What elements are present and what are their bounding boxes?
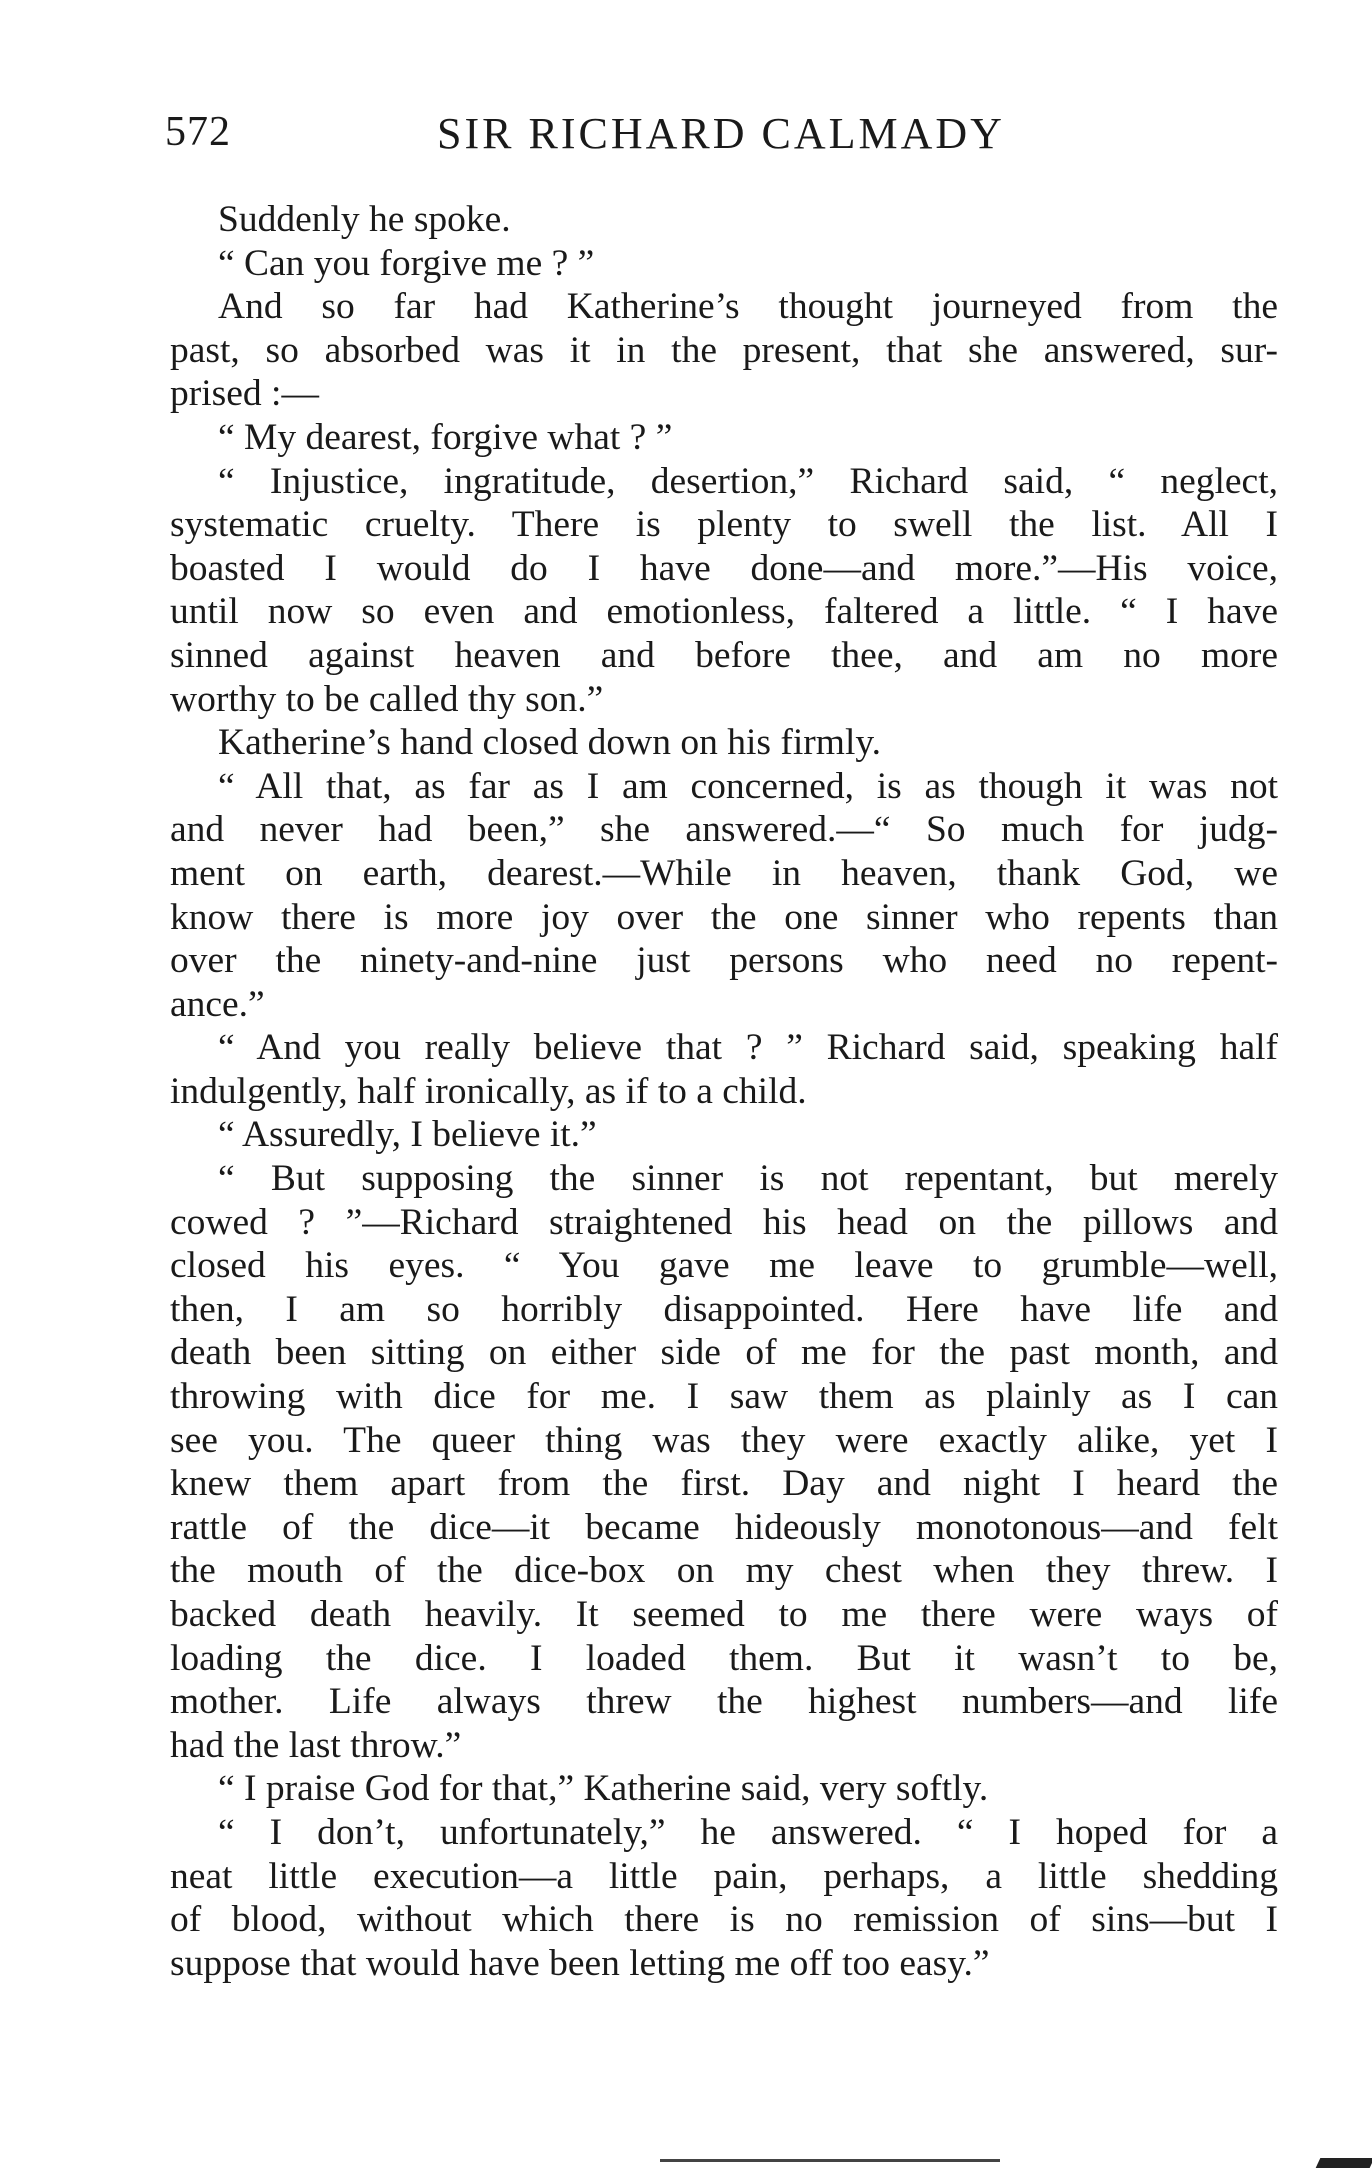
- text-line: Katherine’s hand closed down on his firmly.: [218, 722, 882, 764]
- text-line: the mouth of the dice-box on my chest when they threw. I: [170, 1550, 1278, 1592]
- text-line: boasted I would do I have done—and more.”—His voice,: [170, 547, 1278, 589]
- text-line: throwing with dice for me. I saw them as plainly as I can: [170, 1376, 1278, 1418]
- bottom-rule: [660, 2159, 1000, 2162]
- text-line: “ But supposing the sinner is not repentant, but merely: [218, 1158, 1278, 1200]
- text-line: of blood, without which there is no remission of sins—but I: [170, 1899, 1278, 1941]
- text-line: ance.”: [170, 983, 265, 1025]
- text-line: loading the dice. I loaded them. But it wasn’t to be,: [170, 1637, 1278, 1679]
- text-line: know there is more joy over the one sinner who repents than: [170, 896, 1278, 938]
- text-line: “ And you really believe that ? ” Richard said, speaking half: [218, 1027, 1278, 1069]
- text-line: see you. The queer thing was they were exactly alike, yet I: [170, 1419, 1278, 1461]
- text-line: prised :—: [170, 373, 319, 415]
- page-header: [165, 108, 1275, 168]
- text-line: suppose that would have been letting me off too easy.”: [170, 1942, 990, 1984]
- running-title: SIR RICHARD CALMADY: [437, 109, 1005, 158]
- text-line: Suddenly he spoke.: [218, 199, 511, 240]
- text-line: “ Can you forgive me ? ”: [218, 242, 595, 284]
- text-line: ment on earth, dearest.—While in heaven, thank God, we: [170, 852, 1278, 894]
- text-line: “ I don’t, unfortunately,” he answered. “ I hoped for a: [218, 1811, 1278, 1853]
- text-line: over the ninety-and-nine just persons who need no repent-: [170, 940, 1278, 982]
- text-line: “ My dearest, forgive what ? ”: [218, 416, 673, 458]
- text-line: “ I praise God for that,” Katherine said, very softly.: [218, 1768, 989, 1810]
- text-line: systematic cruelty. There is plenty to swell the list. All I: [170, 504, 1278, 546]
- page-corner-mark: [1316, 2158, 1372, 2168]
- text-line: then, I am so horribly disappointed. Here have life and: [170, 1288, 1278, 1330]
- text-line: cowed ? ”—Richard straightened his head on the pillows and: [170, 1201, 1278, 1243]
- text-line: backed death heavily. It seemed to me there were ways of: [170, 1594, 1278, 1635]
- text-line: rattle of the dice—it became hideously monotonous—and felt: [170, 1506, 1278, 1548]
- text-line: death been sitting on either side of me for the past month, and: [170, 1332, 1278, 1374]
- text-line: “ Assuredly, I believe it.”: [218, 1114, 597, 1156]
- body-text: [170, 198, 1278, 1985]
- text-line: and never had been,” she answered.—“ So much for judg-: [170, 809, 1278, 851]
- text-line: “ All that, as far as I am concerned, is as though it was not: [218, 765, 1278, 807]
- text-line: had the last throw.”: [170, 1724, 462, 1766]
- text-line: until now so even and emotionless, faltered a little. “ I have: [170, 591, 1278, 633]
- text-line: closed his eyes. “ You gave me leave to grumble—well,: [170, 1245, 1278, 1287]
- text-line: indulgently, half ironically, as if to a child.: [170, 1070, 807, 1112]
- text-line: knew them apart from the first. Day and night I heard the: [170, 1463, 1278, 1505]
- text-line: neat little execution—a little pain, perhaps, a little shedding: [170, 1855, 1278, 1897]
- text-line: sinned against heaven and before thee, and am no more: [170, 634, 1278, 676]
- text-line: “ Injustice, ingratitude, desertion,” Richard said, “ neglect,: [218, 460, 1278, 502]
- text-line: And so far had Katherine’s thought journeyed from the: [218, 286, 1278, 328]
- text-line: past, so absorbed was it in the present, that she answered, sur-: [170, 329, 1278, 371]
- text-line: mother. Life always threw the highest numbers—and life: [170, 1681, 1278, 1723]
- page-number: 572: [165, 109, 231, 155]
- text-line: worthy to be called thy son.”: [170, 678, 604, 720]
